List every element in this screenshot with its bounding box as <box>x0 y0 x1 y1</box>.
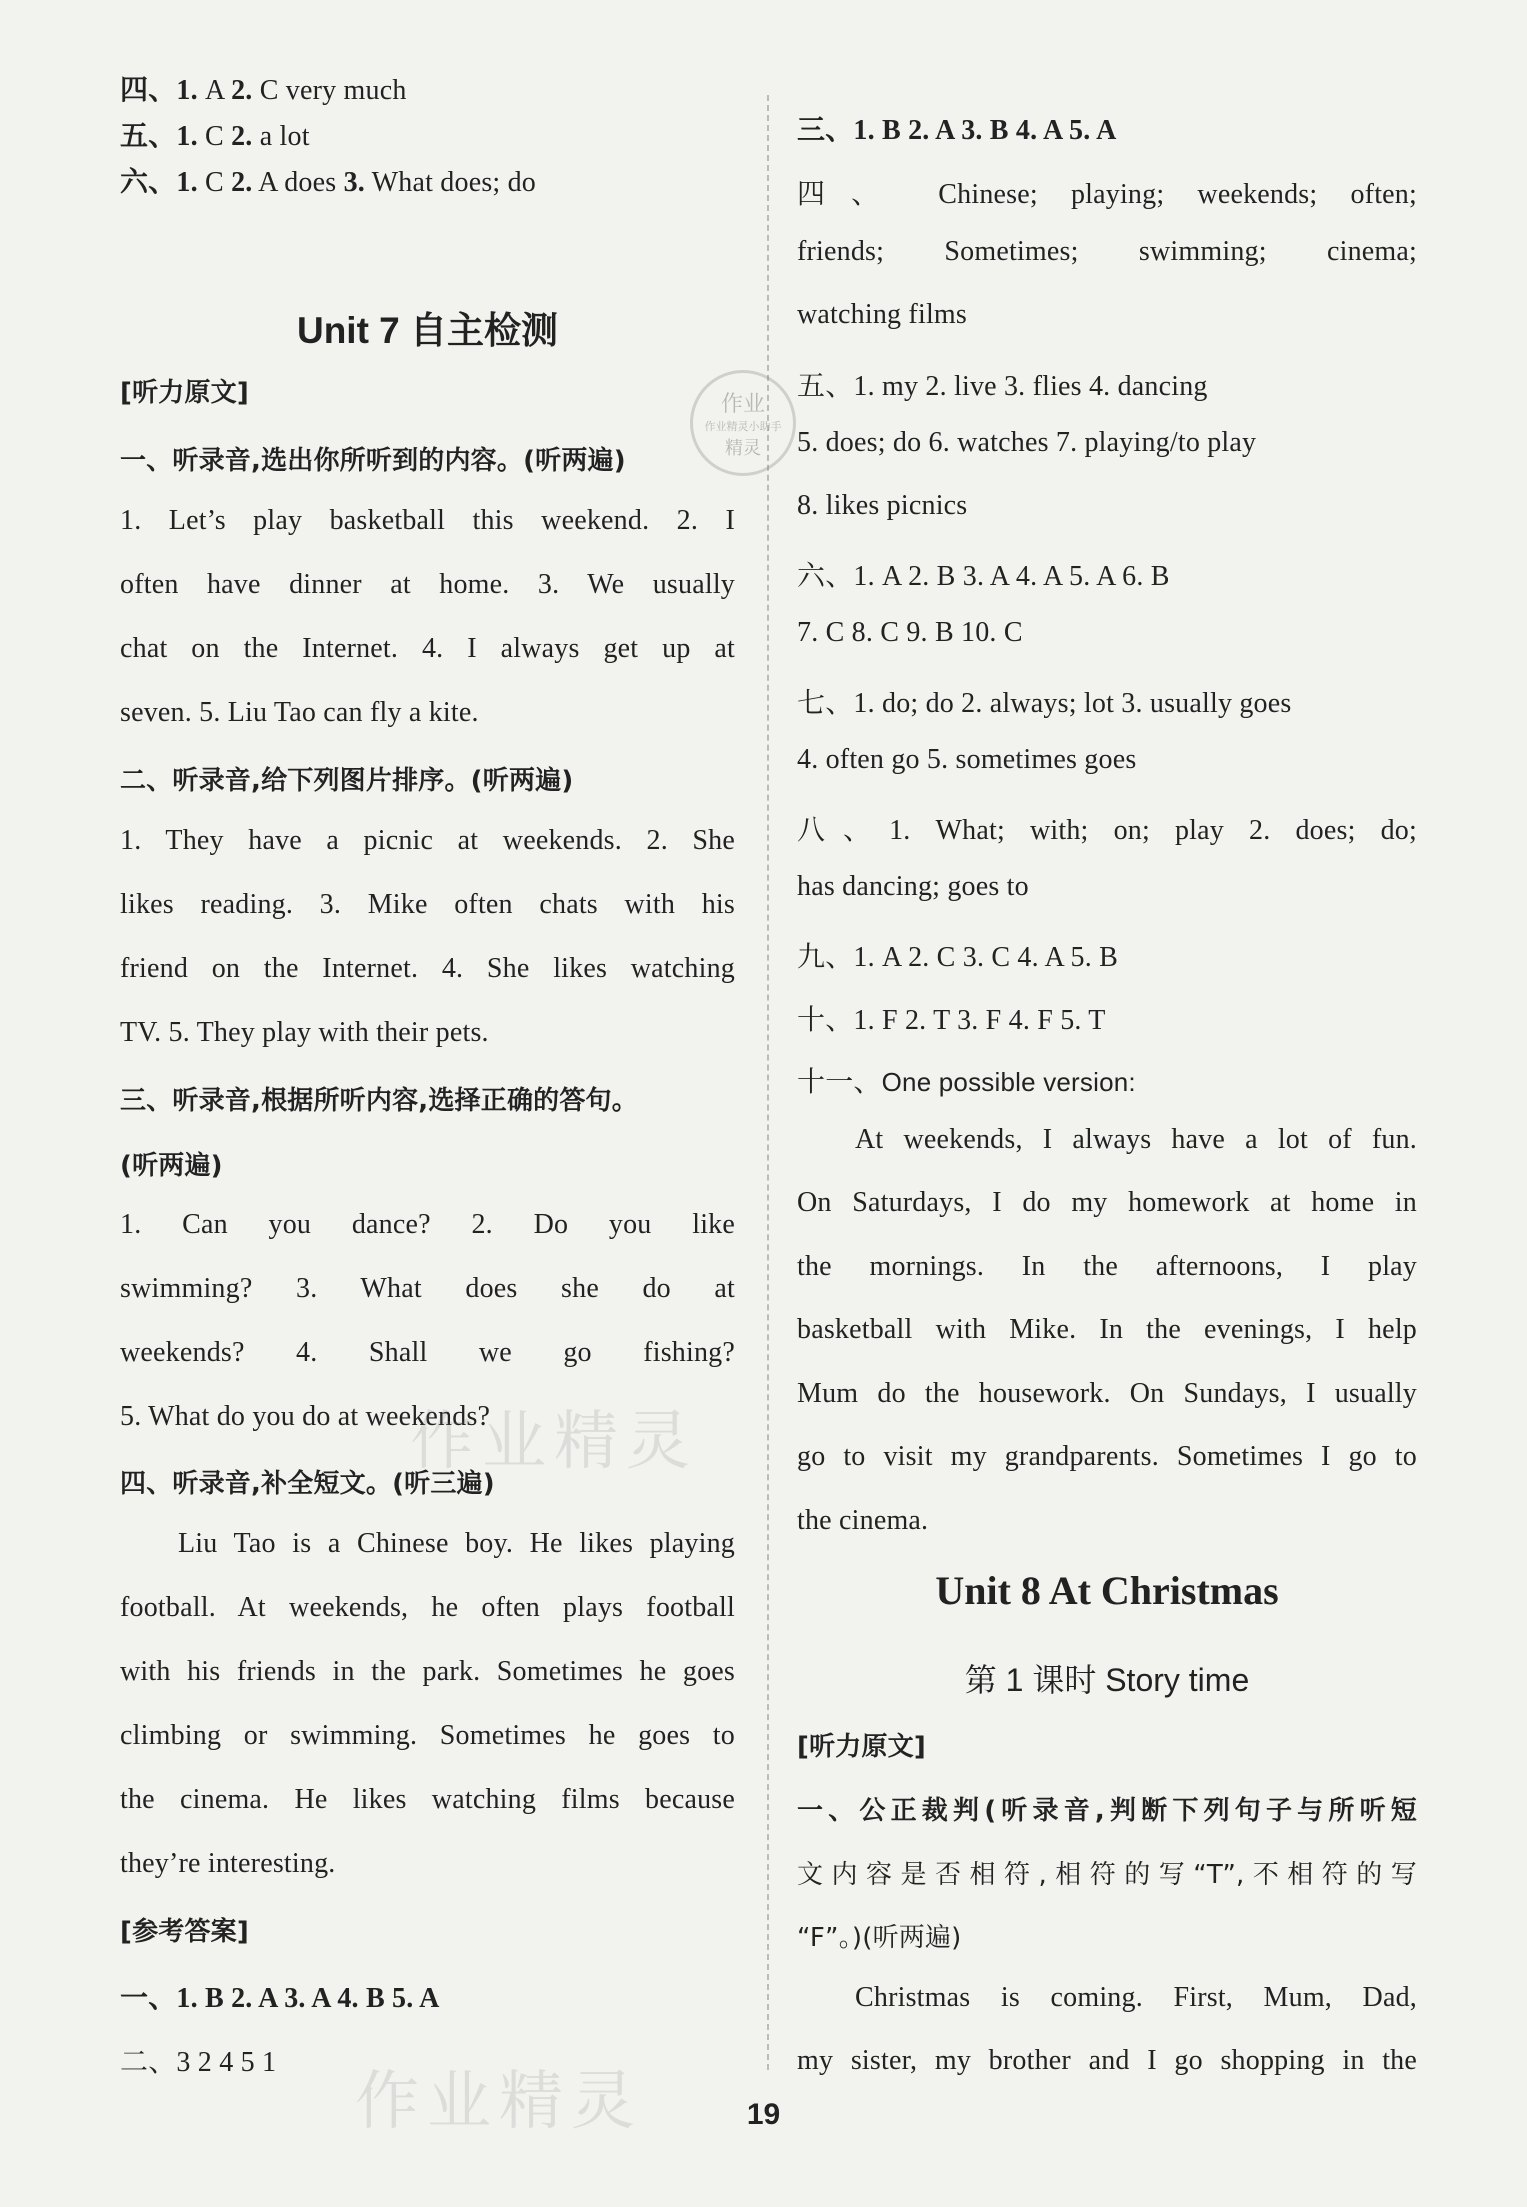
text-line: likes reading. 3. Mike often chats with his <box>120 889 735 920</box>
page-number: 19 <box>746 2098 781 2131</box>
answer-line-1: 一、1. B 2. A 3. A 4. B 5. A <box>120 1983 440 2014</box>
answer-line: 八、1. What; with; on; play 2. does; do; <box>797 815 1417 846</box>
essay-line: At weekends, I always have a lot of fun. <box>855 1124 1417 1155</box>
listening-heading: [听力原文] <box>797 1732 926 1762</box>
text-line: Liu Tao is a Chinese boy. He likes playing <box>178 1528 735 1559</box>
story-line: Christmas is coming. First, Mum, Dad, <box>855 1982 1417 2013</box>
answer-line-5: 五、1. C 2. a lot <box>120 121 310 152</box>
text-line: chat on the Internet. 4. I always get up at <box>120 633 735 664</box>
unit7-title: Unit 7 自主检测 <box>296 310 559 351</box>
text-line: seven. 5. Liu Tao can fly a kite. <box>120 697 479 728</box>
judge-heading-cont: 文内容是否相符,相符的写“T”,不相符的写 <box>797 1860 1417 1890</box>
answer-line: 7. C 8. C 9. B 10. C <box>797 617 1023 648</box>
text-line: 1. Can you dance? 2. Do you like <box>120 1209 735 1240</box>
section11-line: 十一、One possible version: <box>797 1067 1136 1098</box>
text-line: TV. 5. They play with their pets. <box>120 1017 489 1048</box>
answer-line: 五、1. my 2. live 3. flies 4. dancing <box>797 371 1208 402</box>
text-line: often have dinner at home. 3. We usually <box>120 569 735 600</box>
answer-line-4: 四、1. A 2. C very much <box>120 75 407 106</box>
essay-line: basketball with Mike. In the evenings, I help <box>797 1314 1417 1345</box>
answer-line: 九、1. A 2. C 3. C 4. A 5. B <box>797 942 1119 973</box>
text-line: 1. Let’s play basketball this weekend. 2. I <box>120 505 735 536</box>
answer-line: has dancing; goes to <box>797 871 1029 902</box>
text-line: with his friends in the park. Sometimes he goes <box>120 1656 735 1687</box>
watermark-stamp: 作业 作业精灵小助手 精灵 <box>690 370 796 476</box>
answer-line: 三、1. B 2. A 3. B 4. A 5. A <box>797 115 1117 146</box>
answer-line: 六、1. A 2. B 3. A 4. A 5. A 6. B <box>797 561 1170 592</box>
unit8-title: Unit 8 At Christmas <box>935 1568 1279 1613</box>
watermark-text: 作业精灵 <box>355 2065 643 2139</box>
answer-line: 5. does; do 6. watches 7. playing/to play <box>797 427 1257 458</box>
essay-line: Mum do the housework. On Sundays, I usually <box>797 1378 1417 1409</box>
answer-line: watching films <box>797 299 967 330</box>
answer-line: 十、1. F 2. T 3. F 4. F 5. T <box>797 1005 1106 1036</box>
text-line: climbing or swimming. Sometimes he goes to <box>120 1720 735 1751</box>
section3-heading: 三、听录音,根据所听内容,选择正确的答句。 <box>120 1086 638 1116</box>
answer-line-2: 二、3 2 4 5 1 <box>120 2047 277 2078</box>
listening-heading: [听力原文] <box>120 378 249 408</box>
text-line: 5. What do you do at weekends? <box>120 1401 491 1432</box>
text-line: friend on the Internet. 4. She likes watching <box>120 953 735 984</box>
essay-line: the mornings. In the afternoons, I play <box>797 1251 1417 1282</box>
section2-heading: 二、听录音,给下列图片排序。(听两遍) <box>120 766 574 796</box>
judge-heading-cont: “F”。)(听两遍) <box>797 1923 962 1953</box>
answer-line: friends; Sometimes; swimming; cinema; <box>797 236 1417 267</box>
section3-heading-cont: (听两遍) <box>120 1151 223 1181</box>
text-line: football. At weekends, he often plays football <box>120 1592 735 1623</box>
judge-heading: 一、公正裁判(听录音,判断下列句子与所听短 <box>797 1796 1417 1826</box>
answer-line: 8. likes picnics <box>797 490 968 521</box>
essay-line: go to visit my grandparents. Sometimes I go to <box>797 1441 1417 1472</box>
text-line: weekends? 4. Shall we go fishing? <box>120 1337 735 1368</box>
essay-line: On Saturdays, I do my homework at home in <box>797 1187 1417 1218</box>
text-line: they’re interesting. <box>120 1848 336 1879</box>
section1-heading: 一、听录音,选出你所听到的内容。(听两遍) <box>120 446 626 476</box>
essay-line: the cinema. <box>797 1505 929 1536</box>
lesson-title: 第 1 课时 Story time <box>964 1662 1250 1698</box>
text-line: swimming? 3. What does she do at <box>120 1273 735 1304</box>
answer-line: 4. often go 5. sometimes goes <box>797 744 1137 775</box>
answer-line: 七、1. do; do 2. always; lot 3. usually goes <box>797 688 1292 719</box>
section4-heading: 四、听录音,补全短文。(听三遍) <box>120 1469 495 1499</box>
answers-heading: [参考答案] <box>120 1917 249 1947</box>
story-line: my sister, my brother and I go shopping in the <box>797 2045 1417 2076</box>
answer-line: 四、 Chinese; playing; weekends; often; <box>797 179 1417 210</box>
text-line: 1. They have a picnic at weekends. 2. She <box>120 825 735 856</box>
text-line: the cinema. He likes watching films because <box>120 1784 735 1815</box>
watermark-text: 作业精灵 <box>410 1405 698 1479</box>
answer-line-6: 六、1. C 2. A does 3. What does; do <box>120 167 537 198</box>
